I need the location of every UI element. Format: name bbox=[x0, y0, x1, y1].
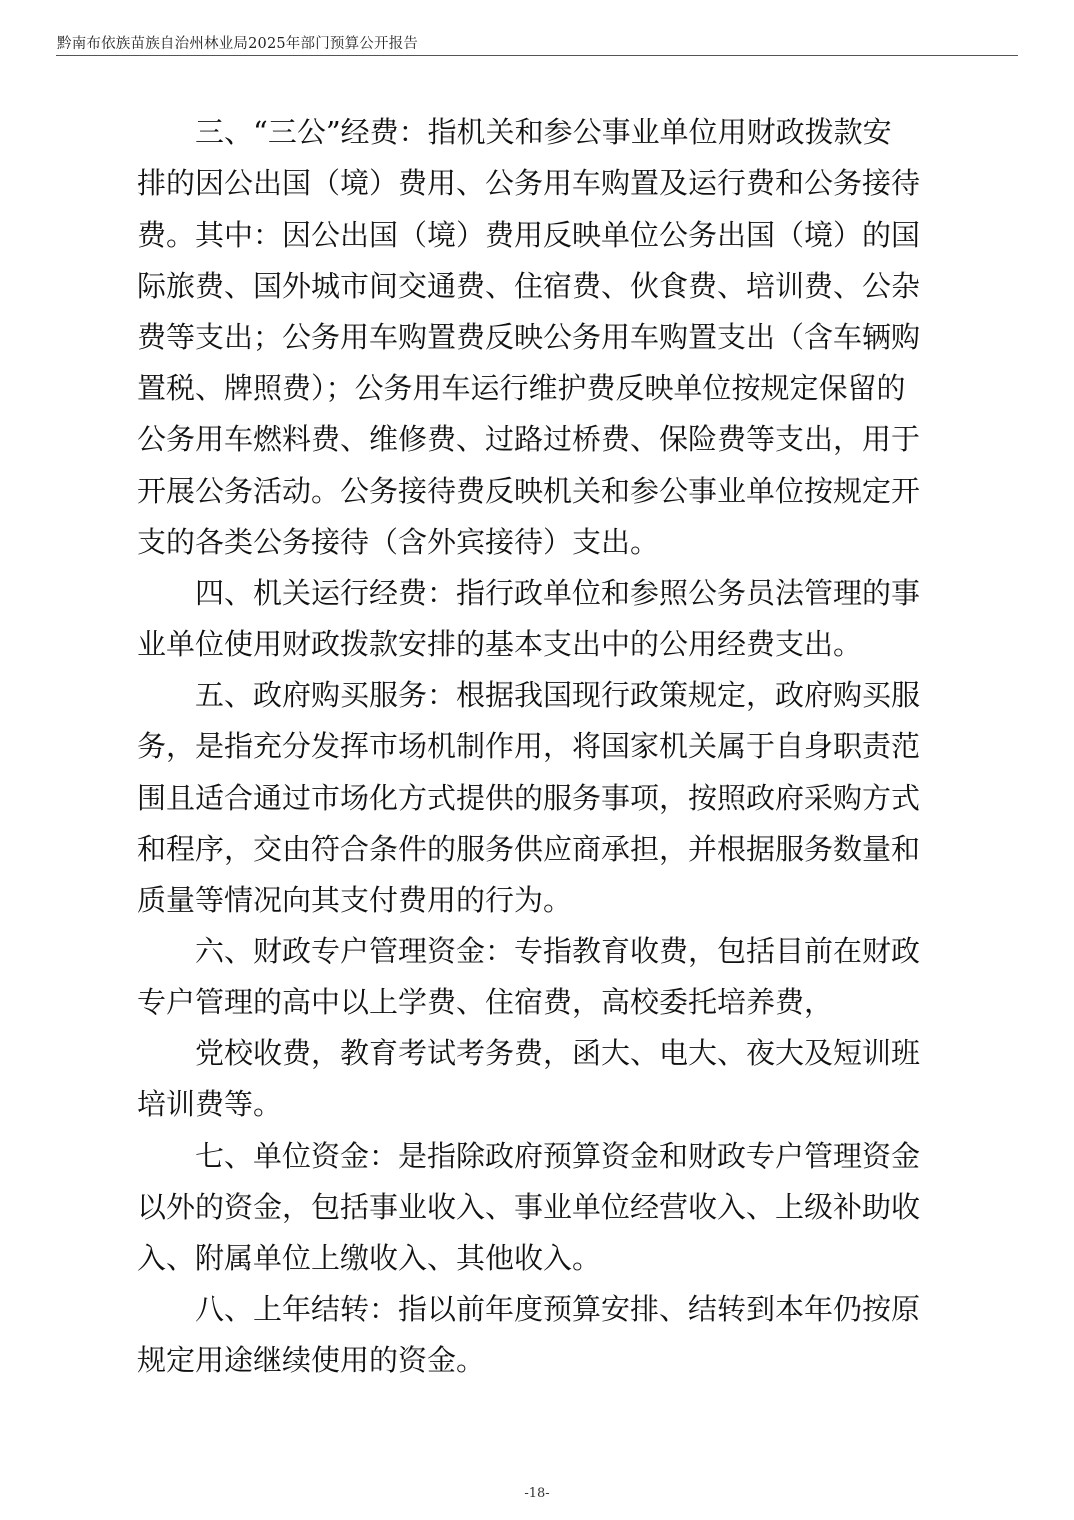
body-text-line: 以外的资金，包括事业收入、事业单位经营收入、上级补助收 bbox=[137, 1190, 921, 1224]
body-text-line: 四、机关运行经费：指行政单位和参照公务员法管理的事 bbox=[137, 576, 921, 610]
body-text-line: 开展公务活动。公务接待费反映机关和参公事业单位按规定开 bbox=[137, 474, 921, 508]
body-text-line: 公务用车燃料费、维修费、过路过桥费、保险费等支出，用于 bbox=[137, 422, 921, 456]
body-text-line: 际旅费、国外城市间交通费、住宿费、伙食费、培训费、公杂 bbox=[137, 269, 921, 303]
body-text-line: 置税、牌照费）；公务用车运行维护费反映单位按规定保留的 bbox=[137, 371, 906, 405]
page-number: -18- bbox=[524, 1486, 550, 1501]
body-text-line: 三、“三公”经费：指机关和参公事业单位用财政拨款安 bbox=[137, 115, 892, 149]
body-text-line: 务，是指充分发挥市场机制作用，将国家机关属于自身职责范 bbox=[137, 729, 921, 763]
body-text-line: 围且适合通过市场化方式提供的服务事项，按照政府采购方式 bbox=[137, 781, 921, 815]
body-text-line: 质量等情况向其支付费用的行为。 bbox=[137, 883, 573, 917]
body-text-line: 入、附属单位上缴收入、其他收入。 bbox=[137, 1241, 602, 1275]
document-header-title: 黔南布依族苗族自治州林业局2025年部门预算公开报告 bbox=[57, 36, 419, 52]
body-text-line: 五、政府购买服务：根据我国现行政策规定，政府购买服 bbox=[137, 678, 921, 712]
body-text-line: 费等支出；公务用车购置费反映公务用车购置支出（含车辆购 bbox=[137, 320, 921, 354]
body-text-line: 和程序，交由符合条件的服务供应商承担，并根据服务数量和 bbox=[137, 832, 921, 866]
body-text-line: 费。其中：因公出国（境）费用反映单位公务出国（境）的国 bbox=[137, 218, 921, 252]
body-text-line: 八、上年结转：指以前年度预算安排、结转到本年仍按原 bbox=[137, 1292, 921, 1326]
body-text-line: 排的因公出国（境）费用、公务用车购置及运行费和公务接待 bbox=[137, 166, 921, 200]
body-text-line: 专户管理的高中以上学费、住宿费，高校委托培养费， bbox=[137, 985, 834, 1019]
body-text-line: 规定用途继续使用的资金。 bbox=[137, 1343, 486, 1377]
header-divider bbox=[56, 55, 1018, 56]
body-text-line: 党校收费，教育考试考务费，函大、电大、夜大及短训班 bbox=[137, 1036, 921, 1070]
body-text-line: 七、单位资金：是指除政府预算资金和财政专户管理资金 bbox=[137, 1139, 921, 1173]
body-text-line: 六、财政专户管理资金：专指教育收费，包括目前在财政 bbox=[137, 934, 921, 968]
body-text-line: 培训费等。 bbox=[137, 1087, 283, 1121]
body-text-line: 支的各类公务接待（含外宾接待）支出。 bbox=[137, 525, 660, 559]
body-text-line: 业单位使用财政拨款安排的基本支出中的公用经费支出。 bbox=[137, 627, 863, 661]
